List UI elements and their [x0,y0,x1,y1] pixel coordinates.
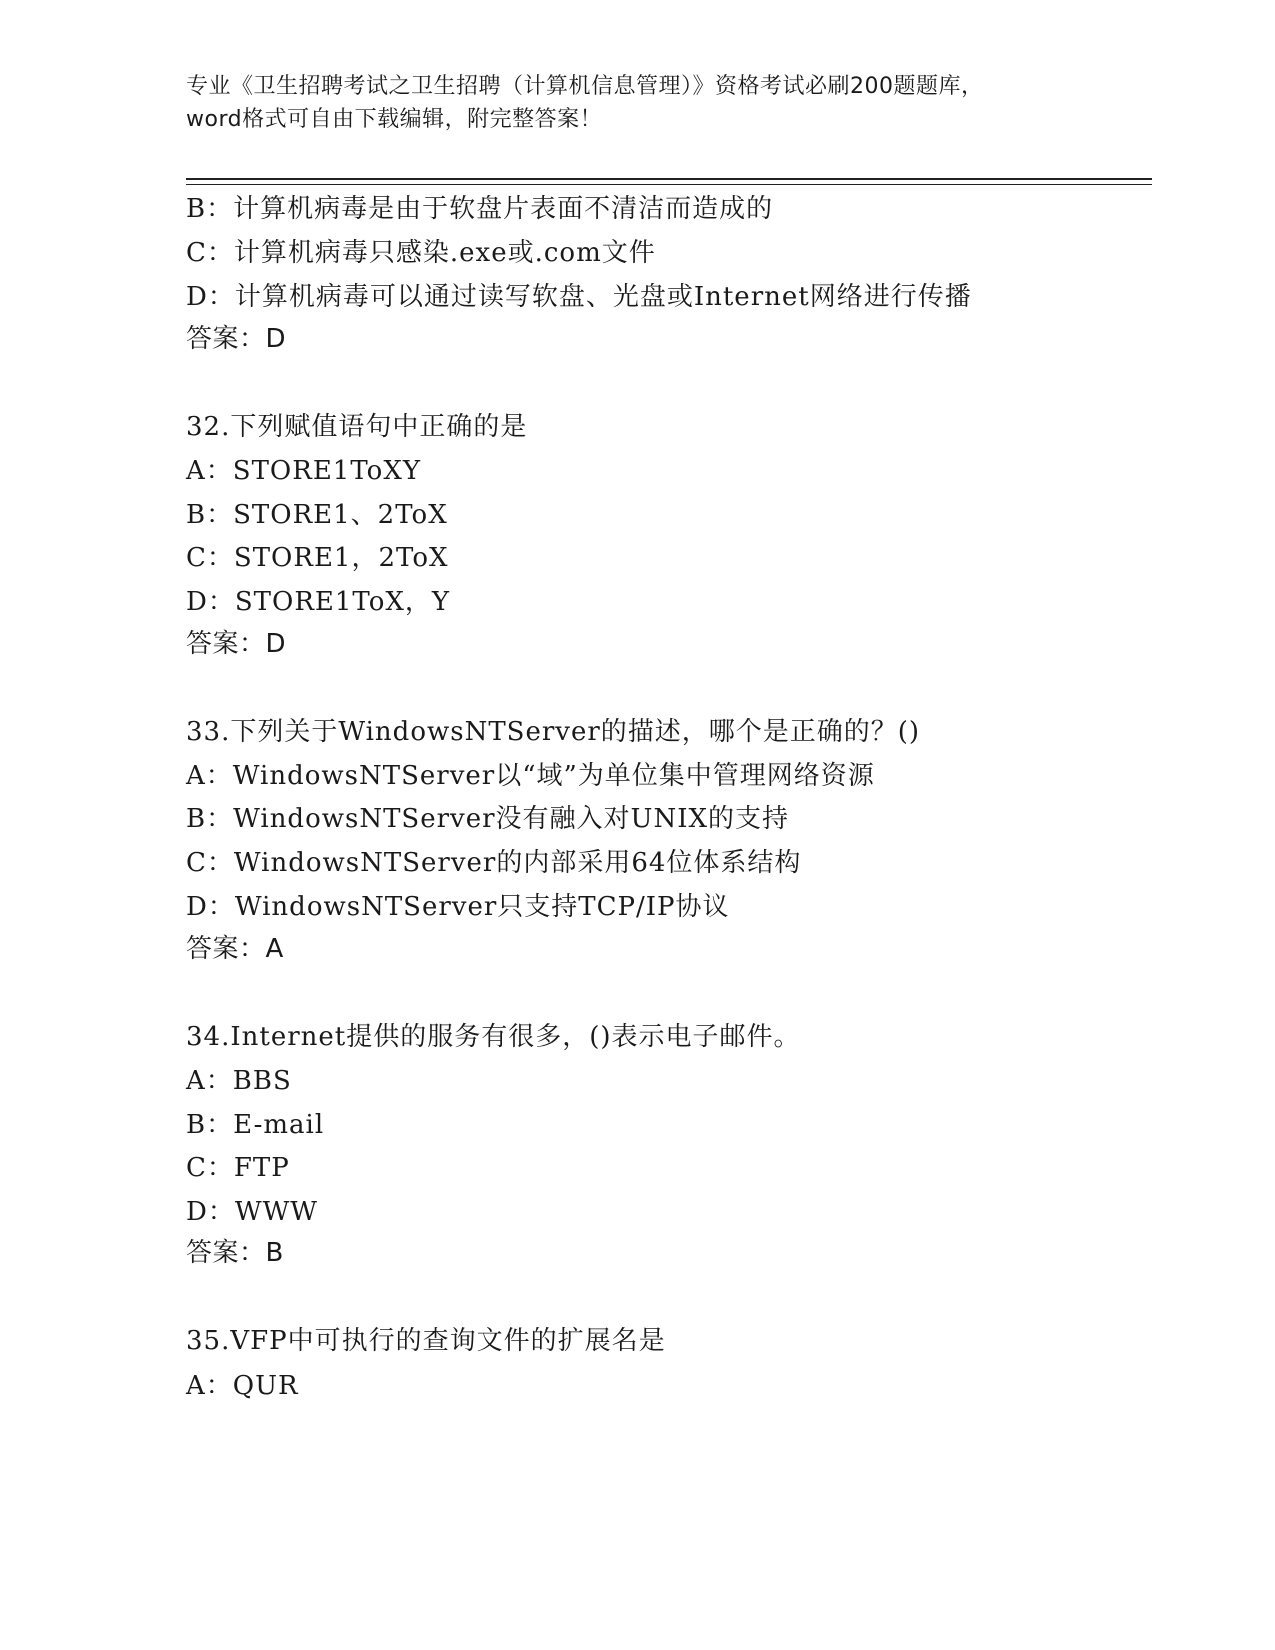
option-d: D：计算机病毒可以通过读写软盘、光盘或Internet网络进行传播 [186,282,972,312]
option-d: D：WWW [186,1197,319,1227]
question-stem: 34.Internet提供的服务有很多，()表示电子邮件。 [186,1022,801,1052]
option-b: B：E-mail [186,1110,325,1140]
header-title-line: 专业《卫生招聘考试之卫生招聘（计算机信息管理）》资格考试必刷200题题库， [186,74,984,99]
answer-line: 答案：A [186,934,284,964]
header-subtitle-line: word格式可自由下载编辑，附完整答案！ [186,107,603,132]
option-a: A：QUR [186,1371,299,1401]
option-a: A：BBS [186,1066,292,1096]
option-b: B：WindowsNTServer没有融入对UNIX的支持 [186,804,789,834]
option-b: B：STORE1、2ToX [186,500,448,530]
question-stem: 33.下列关于WindowsNTServer的描述，哪个是正确的？() [186,717,921,747]
question-stem: 35.VFP中可执行的查询文件的扩展名是 [186,1326,666,1356]
option-a: A：WindowsNTServer以“域”为单位集中管理网络资源 [186,761,875,791]
question-stem: 32.下列赋值语句中正确的是 [186,412,528,442]
answer-line: 答案：B [186,1238,284,1268]
header-divider-thick [186,178,1152,180]
option-b: B：计算机病毒是由于软盘片表面不清洁而造成的 [186,194,774,224]
document-header [186,70,1086,136]
option-c: C：WindowsNTServer的内部采用64位体系结构 [186,848,802,878]
option-c: C：FTP [186,1153,290,1183]
option-c: C：STORE1，2ToX [186,543,449,573]
option-d: D：STORE1ToX，Y [186,587,451,617]
option-d: D：WindowsNTServer只支持TCP/IP协议 [186,892,730,922]
header-divider-thin [186,184,1152,185]
option-c: C：计算机病毒只感染.exe或.com文件 [186,238,656,268]
answer-line: 答案：D [186,629,287,659]
option-a: A：STORE1ToXY [186,456,421,486]
answer-line: 答案：D [186,324,287,354]
